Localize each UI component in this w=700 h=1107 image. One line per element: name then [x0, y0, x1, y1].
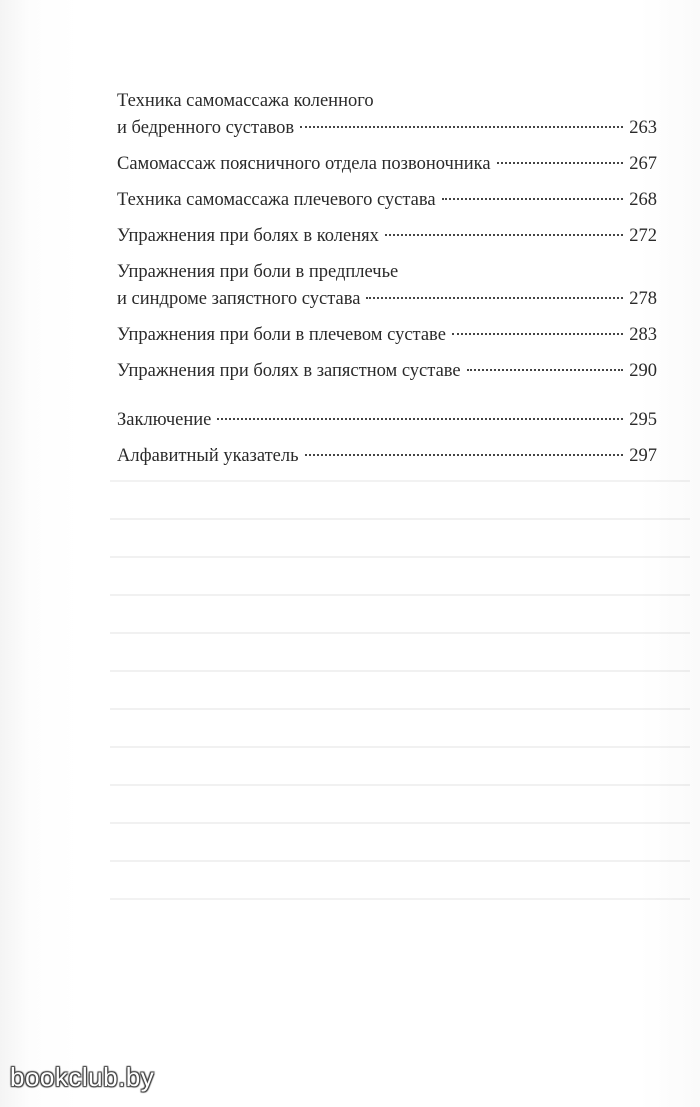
toc-entry[interactable]: [117, 187, 657, 214]
toc-entry[interactable]: [117, 223, 657, 250]
toc-entry-line: [117, 407, 657, 434]
dot-leader: [305, 454, 624, 456]
toc-entry-title: Упражнения при болях в коленях: [117, 226, 379, 246]
dot-leader: [217, 418, 623, 420]
toc-entry-title: и синдроме запястного сустава: [117, 289, 361, 309]
toc-entry[interactable]: [117, 407, 657, 434]
toc-entry-title: Техника самомассажа коленного: [117, 91, 374, 111]
toc-entry-title: Заключение: [117, 410, 212, 430]
dot-leader: [300, 126, 623, 128]
toc-entry-title: и бедренного суставов: [117, 118, 295, 138]
toc-entry[interactable]: [117, 322, 657, 349]
toc-entry-line: [117, 322, 657, 349]
toc-entry-line: [117, 358, 657, 385]
toc-entry-line: [117, 115, 657, 142]
toc-entry-title: Алфавитный указатель: [117, 446, 299, 466]
toc-page-number: 263: [629, 118, 657, 138]
dot-leader: [385, 234, 623, 236]
dot-leader: [467, 369, 624, 371]
toc-entry[interactable]: [117, 358, 657, 385]
toc-page-number: 268: [629, 190, 657, 210]
toc-entry-line: [117, 259, 657, 286]
toc-entry[interactable]: [117, 88, 657, 142]
toc-entry[interactable]: [117, 259, 657, 313]
toc-entry-line: [117, 187, 657, 214]
toc-page-number: 278: [629, 289, 657, 309]
toc-entry-line: [117, 88, 657, 115]
dot-leader: [452, 333, 623, 335]
watermark-logo: bookclub.by: [10, 1062, 155, 1092]
table-of-contents: [117, 88, 657, 470]
toc-entry-line: [117, 443, 657, 470]
toc-entry[interactable]: [117, 151, 657, 178]
toc-page-number: 290: [629, 361, 657, 381]
show-through-text: [110, 480, 690, 1000]
toc-entry-line: [117, 286, 657, 313]
toc-page-number: 295: [629, 410, 657, 430]
toc-entry-title: Упражнения при болях в запястном суставе: [117, 361, 461, 381]
toc-entry-title: Техника самомассажа плечевого сустава: [117, 190, 436, 210]
toc-entry-line: [117, 151, 657, 178]
toc-entry-title: Упражнения при боли в плечевом суставе: [117, 325, 446, 345]
toc-page-number: 283: [629, 325, 657, 345]
dot-leader: [442, 198, 624, 200]
dot-leader: [366, 297, 623, 299]
toc-entry-title: Упражнения при боли в предплечье: [117, 262, 399, 282]
toc-page-number: 267: [629, 154, 657, 174]
dot-leader: [497, 162, 624, 164]
toc-page-number: 297: [629, 446, 657, 466]
toc-entry[interactable]: [117, 443, 657, 470]
toc-page-number: 272: [629, 226, 657, 246]
toc-entry-line: [117, 223, 657, 250]
toc-entry-title: Самомассаж поясничного отдела позвоночника: [117, 154, 491, 174]
